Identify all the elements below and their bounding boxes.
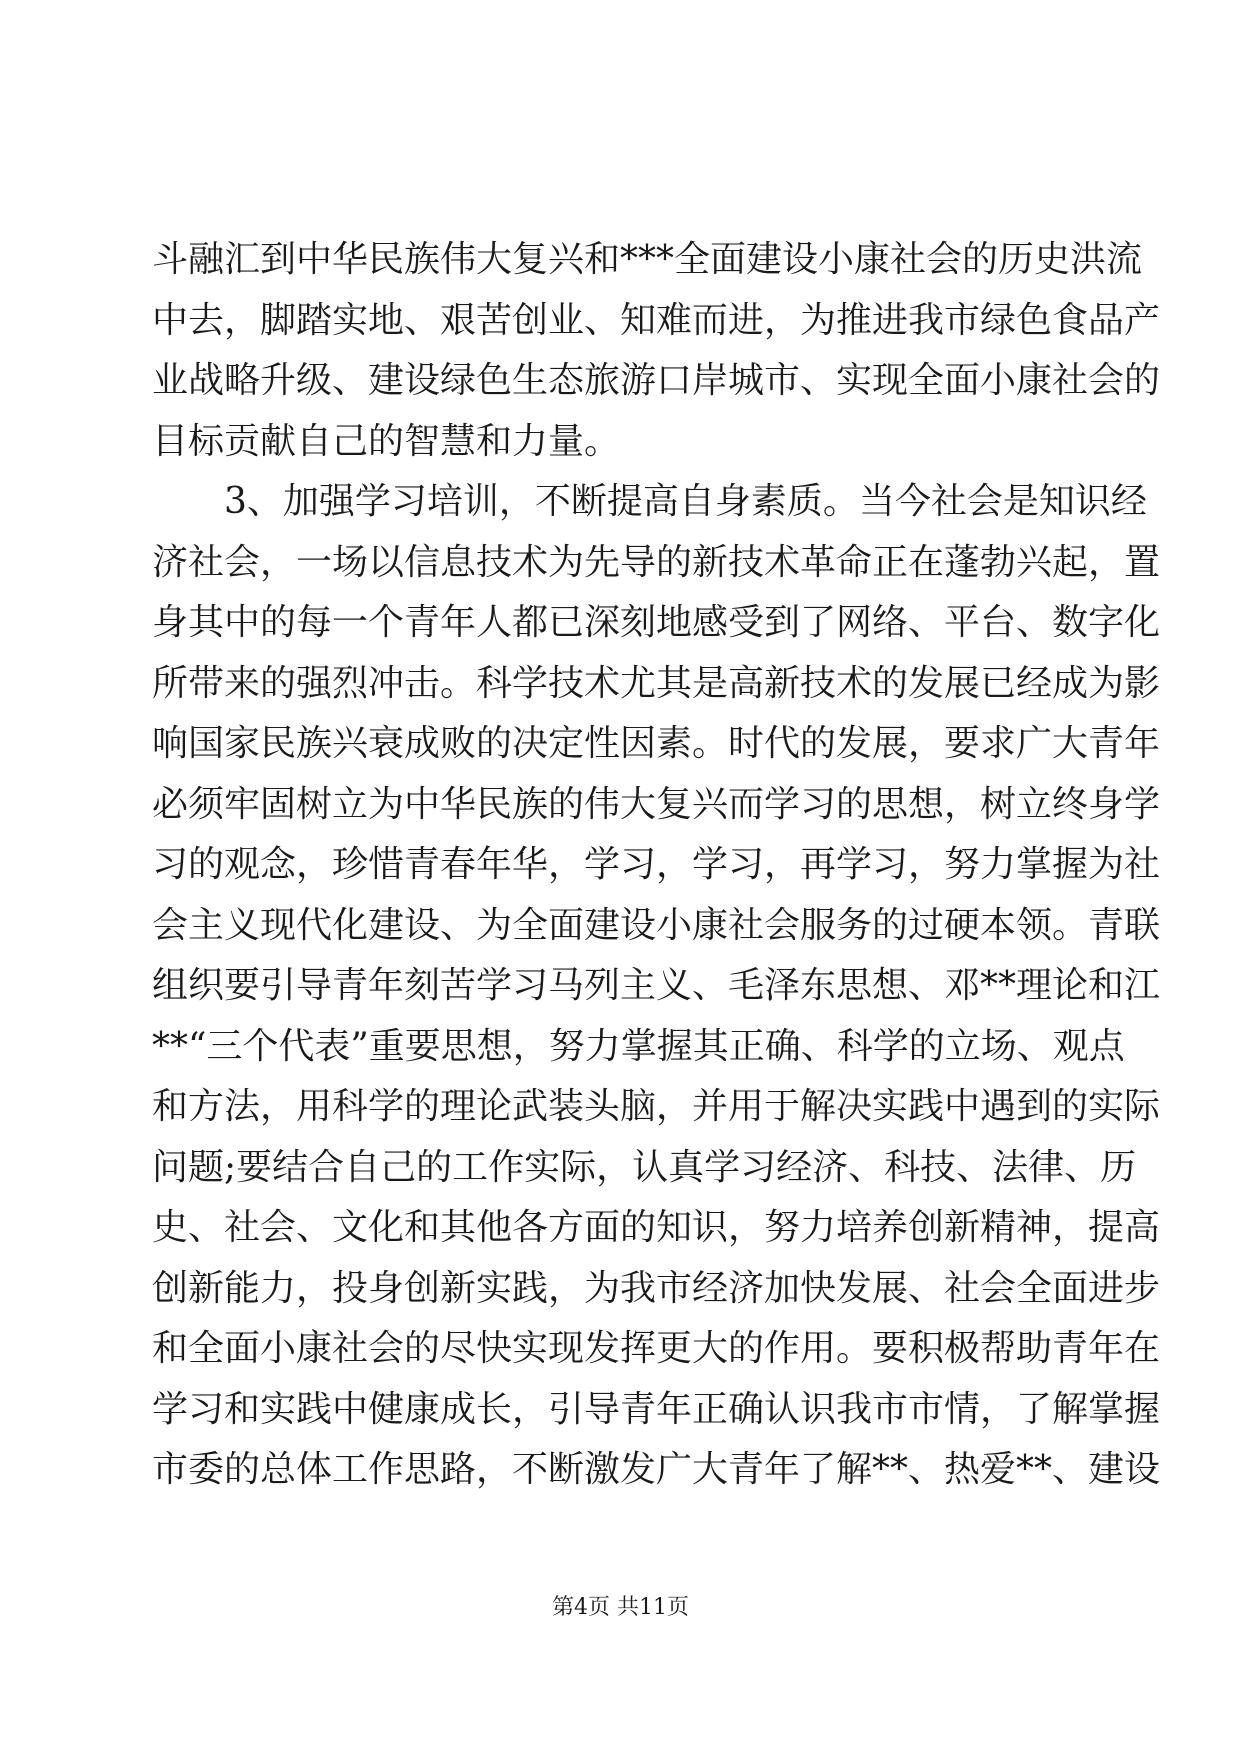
text-line: 中去，脚踏实地、艰苦创业、知难而进，为推进我市绿色食品产: [152, 299, 1161, 341]
text-line: 习的观念，珍惜青春年华，学习，学习，再学习，努力掌握为社: [152, 844, 1161, 885]
text-line: **“三个代表”重要思想，努力掌握其正确、科学的立场、观点: [152, 1025, 1125, 1067]
text-line: 会主义现代化建设、为全面建设小康社会服务的过硬本领。青联: [152, 904, 1161, 946]
text-line: 必须牢固树立为中华民族的伟大复兴而学习的思想，树立终身学: [152, 783, 1161, 825]
text-line: 响国家民族兴衰成败的决定性因素。时代的发展，要求广大青年: [152, 723, 1161, 764]
body-text: [152, 230, 1161, 1501]
text-line: 济社会，一场以信息技术为先导的新技术革命正在蓬勃兴起，置: [152, 541, 1161, 583]
text-line: 和全面小康社会的尽快实现发挥更大的作用。要积极帮助青年在: [152, 1328, 1161, 1369]
text-line: 市委的总体工作思路，不断激发广大青年了解**、热爱**、建设: [152, 1449, 1161, 1490]
text-line: 和方法，用科学的理论武装头脑，并用于解决实践中遇到的实际: [152, 1086, 1161, 1127]
text-line: 业战略升级、建设绿色生态旅游口岸城市、实现全面小康社会的: [152, 360, 1161, 401]
text-line: 所带来的强烈冲击。科学技术尤其是高新技术的发展已经成为影: [152, 662, 1161, 704]
text-line: 学习和实践中健康成长，引导青年正确认识我市市情，了解掌握: [152, 1388, 1161, 1430]
text-line: 创新能力，投身创新实践，为我市经济加快发展、社会全面进步: [152, 1267, 1161, 1309]
text-line: 3、加强学习培训，不断提高自身素质。当今社会是知识经: [152, 481, 1147, 522]
text-line: 问题;要结合自己的工作实际，认真学习经济、科技、法律、历: [152, 1146, 1137, 1188]
text-line: 组织要引导青年刻苦学习马列主义、毛泽东思想、邓**理论和江: [152, 965, 1161, 1006]
text-line: 目标贡献自己的智慧和力量。: [152, 420, 621, 462]
page-number-footer: 第4页 共11页: [552, 1595, 689, 1620]
text-line: 史、社会、文化和其他各方面的知识，努力培养创新精神，提高: [152, 1207, 1161, 1248]
text-line: 斗融汇到中华民族伟大复兴和***全面建设小康社会的历史洪流: [152, 239, 1143, 280]
text-line: 身其中的每一个青年人都已深刻地感受到了网络、平台、数字化: [152, 602, 1161, 643]
